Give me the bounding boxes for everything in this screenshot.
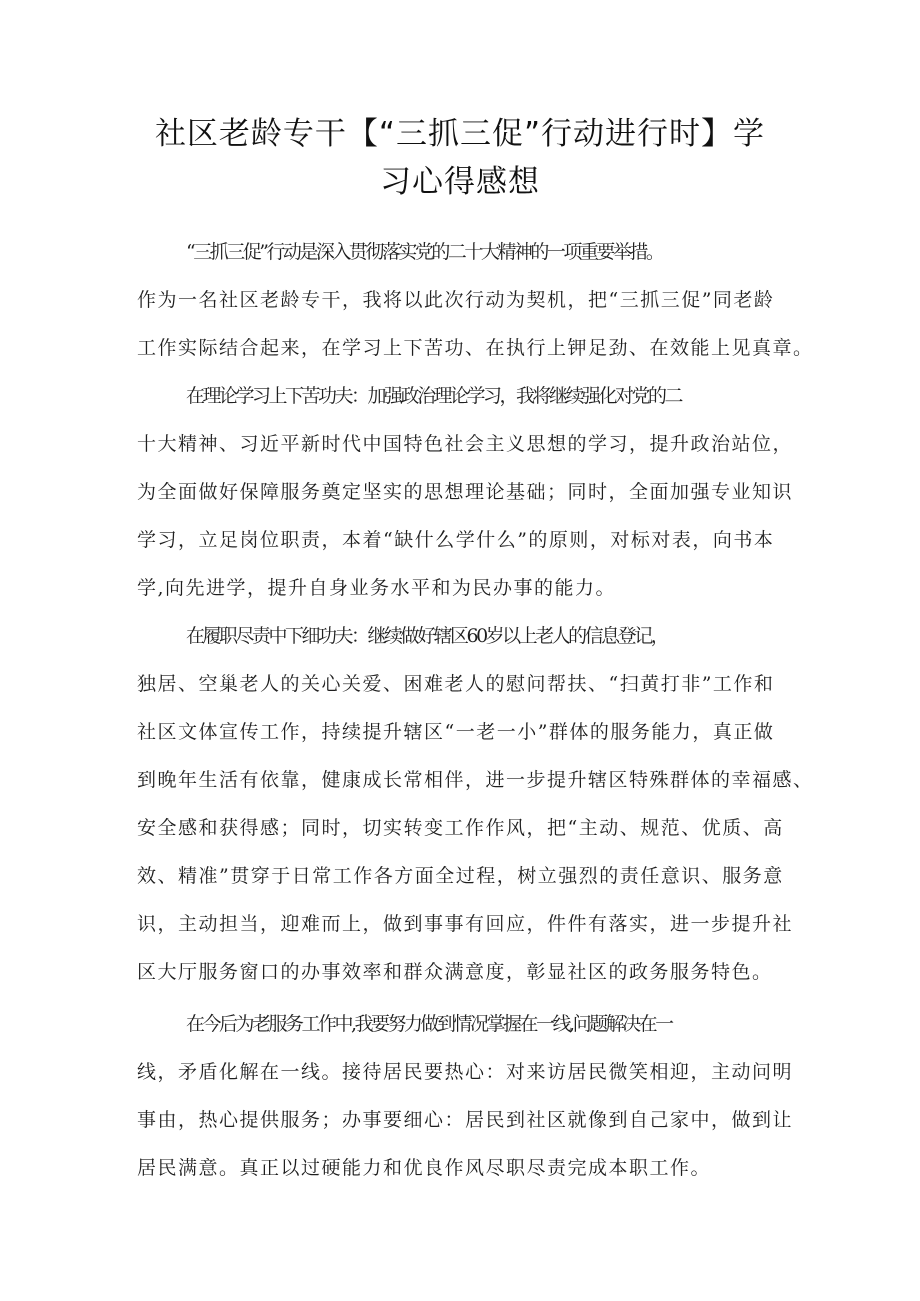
paragraph-3-line-8: 区大厅服务窗口的办事效率和群众满意度，彰显社区的政务服务特色。 <box>137 961 773 983</box>
paragraph-3-line-1: 在履职尽责中下细功夫：继续做好辖区60岁以上老人的信息登记， <box>186 625 668 647</box>
paragraph-4-line-3: 事由，热心提供服务；办事要细心：居民到社区就像到自己家中，做到让 <box>137 1109 794 1131</box>
paragraph-1-line-1: “三抓三促”行动是深入贯彻落实党的二十大精神的一项重要举措。 <box>186 241 663 263</box>
paragraph-1-line-2: 作为一名社区老龄专干，我将以此次行动为契机，把“三抓三促”同老龄 <box>137 289 775 311</box>
paragraph-3-line-3: 社区文体宣传工作，持续提升辖区“一老一小”群体的服务能力，真正做 <box>137 721 775 743</box>
paragraph-3-line-4: 到晚年生活有依靠，健康成长常相伴，进一步提升辖区特殊群体的幸福感、 <box>137 769 814 791</box>
paragraph-3-line-5: 安全感和获得感；同时，切实转变工作作风，把“主动、规范、优质、高 <box>137 817 784 839</box>
paragraph-4-line-4: 居民满意。真正以过硬能力和优良作风尽职尽责完成本职工作。 <box>137 1157 712 1179</box>
paragraph-2-line-1: 在理论学习上下苦功夫：加强政治理论学习，我将继续强化对党的二 <box>186 385 682 407</box>
paragraph-3-line-6: 效、精准”贯穿于日常工作各方面全过程，树立强烈的责任意识、服务意 <box>137 865 784 887</box>
document-title-line-2: 习心得感想 <box>380 164 540 200</box>
paragraph-2-line-2: 十大精神、习近平新时代中国特色社会主义思想的学习，提升政治站位， <box>137 433 794 455</box>
paragraph-2-line-4: 学习，立足岗位职责，本着“缺什么学什么”的原则，对标对表，向书本 <box>137 529 775 551</box>
paragraph-2-line-5: 学,向先进学，提升自身业务水平和为民办事的能力。 <box>137 577 617 599</box>
paragraph-4-line-2: 线，矛盾化解在一线。接待居民要热心：对来访居民微笑相迎，主动问明 <box>137 1061 794 1083</box>
paragraph-2-line-3: 为全面做好保障服务奠定坚实的思想理论基础；同时，全面加强专业知识 <box>137 481 794 503</box>
paragraph-3-line-2: 独居、空巢老人的关心关爱、困难老人的慰问帮扶、“扫黄打非”工作和 <box>137 673 775 695</box>
document-title-line-1: 社区老龄专干【“三抓三促”行动进行时】学 <box>154 116 766 152</box>
paragraph-1-line-3: 工作实际结合起来，在学习上下苦功、在执行上钾足劲、在效能上见真章。 <box>137 337 814 359</box>
paragraph-3-line-7: 识，主动担当，迎难而上，做到事事有回应，件件有落实，进一步提升社 <box>137 913 794 935</box>
paragraph-4-line-1: 在今后为老服务工作中,我要努力做到情况掌握在一线,问题解决在一 <box>186 1013 672 1035</box>
